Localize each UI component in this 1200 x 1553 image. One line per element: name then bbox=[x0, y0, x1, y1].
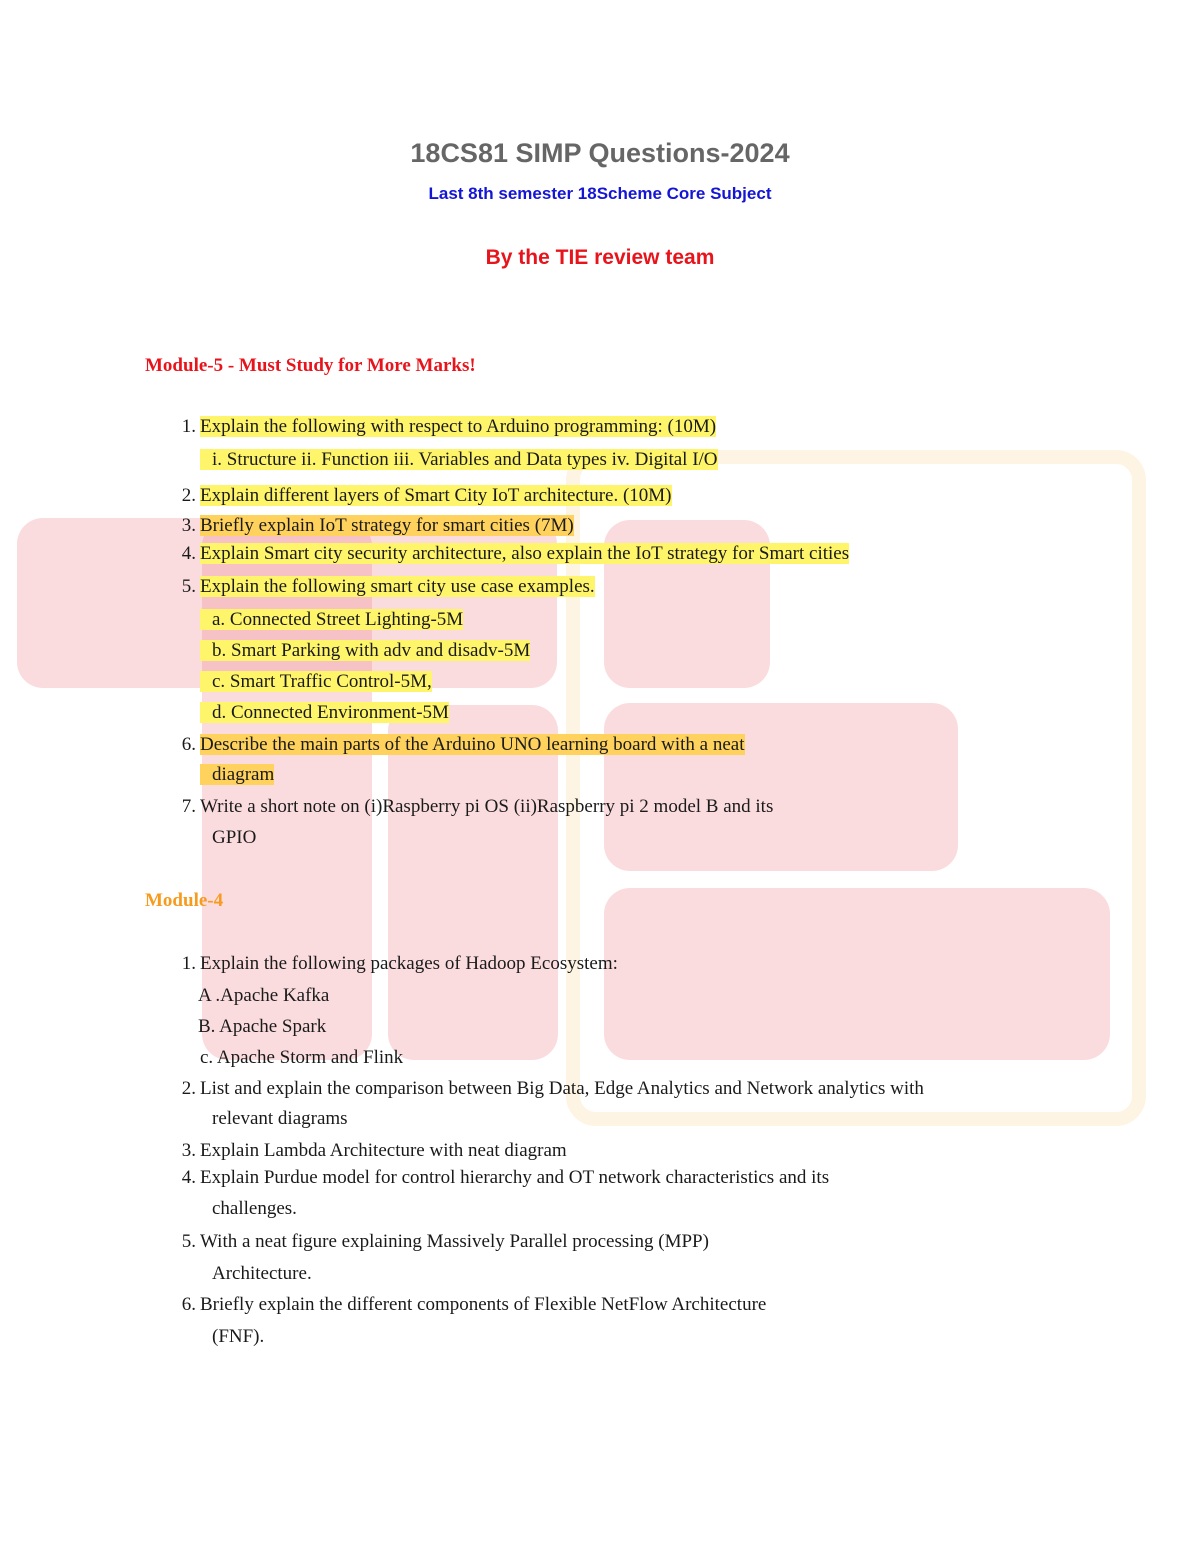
question-text: Explain different layers of Smart City IoT architecture. (10M) bbox=[200, 485, 672, 506]
list-item bbox=[172, 795, 773, 819]
question-text: Explain the following smart city use case examples. bbox=[200, 576, 595, 597]
byline: By the TIE review team bbox=[485, 246, 715, 269]
list-number: 3. bbox=[181, 1140, 196, 1161]
list-item-subline bbox=[200, 639, 530, 663]
module4-heading: Module-4 bbox=[145, 890, 224, 911]
list-item bbox=[172, 542, 849, 566]
list-item-subline bbox=[200, 701, 449, 725]
question-text: diagram bbox=[200, 764, 274, 785]
watermark-block bbox=[604, 888, 1110, 1060]
question-text: Explain the following packages of Hadoop Ecosystem: bbox=[200, 953, 618, 974]
page-title: 18CS81 SIMP Questions-2024 bbox=[410, 138, 790, 168]
list-item-subline: B. Apache Spark bbox=[198, 1016, 327, 1037]
list-item-subline: A .Apache Kafka bbox=[198, 985, 330, 1006]
list-item-subline: relevant diagrams bbox=[212, 1108, 348, 1129]
list-item bbox=[172, 1166, 829, 1190]
list-item-subline: Architecture. bbox=[212, 1263, 312, 1284]
list-number: 7. bbox=[181, 796, 196, 817]
list-item bbox=[172, 514, 574, 538]
list-item bbox=[172, 952, 618, 976]
question-text: Briefly explain the different components of Flexible NetFlow Architecture bbox=[200, 1294, 767, 1315]
module5-heading: Module-5 - Must Study for More Marks! bbox=[145, 355, 476, 376]
question-text: Explain the following with respect to Arduino programming: (10M) bbox=[200, 416, 717, 437]
list-item bbox=[172, 1077, 924, 1101]
list-number: 4. bbox=[181, 1167, 196, 1188]
list-item bbox=[172, 733, 745, 757]
list-item-subline bbox=[200, 448, 718, 472]
list-number: 1. bbox=[181, 416, 196, 437]
list-number: 4. bbox=[181, 543, 196, 564]
question-text: c. Smart Traffic Control-5M, bbox=[200, 671, 432, 692]
list-number: 1. bbox=[181, 953, 196, 974]
list-item bbox=[172, 484, 672, 508]
list-item-subline: challenges. bbox=[212, 1198, 297, 1219]
watermark-block bbox=[202, 520, 372, 1060]
page-subtitle: Last 8th semester 18Scheme Core Subject bbox=[428, 184, 772, 203]
list-item-subline bbox=[200, 763, 274, 787]
question-text: List and explain the comparison between Big Data, Edge Analytics and Network analytics with bbox=[200, 1078, 924, 1099]
list-item-subline: c. Apache Storm and Flink bbox=[200, 1047, 404, 1068]
question-text: Explain Purdue model for control hierarchy and OT network characteristics and its bbox=[200, 1167, 830, 1188]
watermark-block bbox=[604, 703, 958, 871]
question-text: Explain Smart city security architecture, also explain the IoT strategy for Smart cities bbox=[200, 543, 850, 564]
question-text: d. Connected Environment-5M bbox=[200, 702, 449, 723]
list-number: 3. bbox=[181, 515, 196, 536]
list-item bbox=[172, 1293, 766, 1317]
list-number: 2. bbox=[181, 485, 196, 506]
question-text: Explain Lambda Architecture with neat diagram bbox=[200, 1140, 567, 1161]
question-text: Describe the main parts of the Arduino UNO learning board with a neat bbox=[200, 734, 745, 755]
list-item-subline: (FNF). bbox=[212, 1326, 265, 1347]
list-number: 2. bbox=[181, 1078, 196, 1099]
list-number: 6. bbox=[181, 1294, 196, 1315]
list-number: 5. bbox=[181, 576, 196, 597]
question-text: With a neat figure explaining Massively Parallel processing (MPP) bbox=[200, 1231, 709, 1252]
list-number: 5. bbox=[181, 1231, 196, 1252]
question-text: b. Smart Parking with adv and disadv-5M bbox=[200, 640, 530, 661]
list-item bbox=[172, 1139, 567, 1163]
question-text: Briefly explain IoT strategy for smart cities (7M) bbox=[200, 515, 574, 536]
list-number: 6. bbox=[181, 734, 196, 755]
list-item-subline bbox=[200, 608, 463, 632]
list-item bbox=[172, 1230, 709, 1254]
list-item bbox=[172, 575, 595, 599]
list-item-subline bbox=[200, 670, 432, 694]
question-text: i. Structure ii. Function iii. Variables and Data types iv. Digital I/O bbox=[200, 449, 718, 470]
list-item-subline: GPIO bbox=[212, 827, 257, 848]
question-text: Write a short note on (i)Raspberry pi OS (ii)Raspberry pi 2 model B and its bbox=[200, 796, 774, 817]
question-text: a. Connected Street Lighting-5M bbox=[200, 609, 463, 630]
list-item bbox=[172, 415, 716, 439]
watermark-block bbox=[388, 705, 558, 1060]
